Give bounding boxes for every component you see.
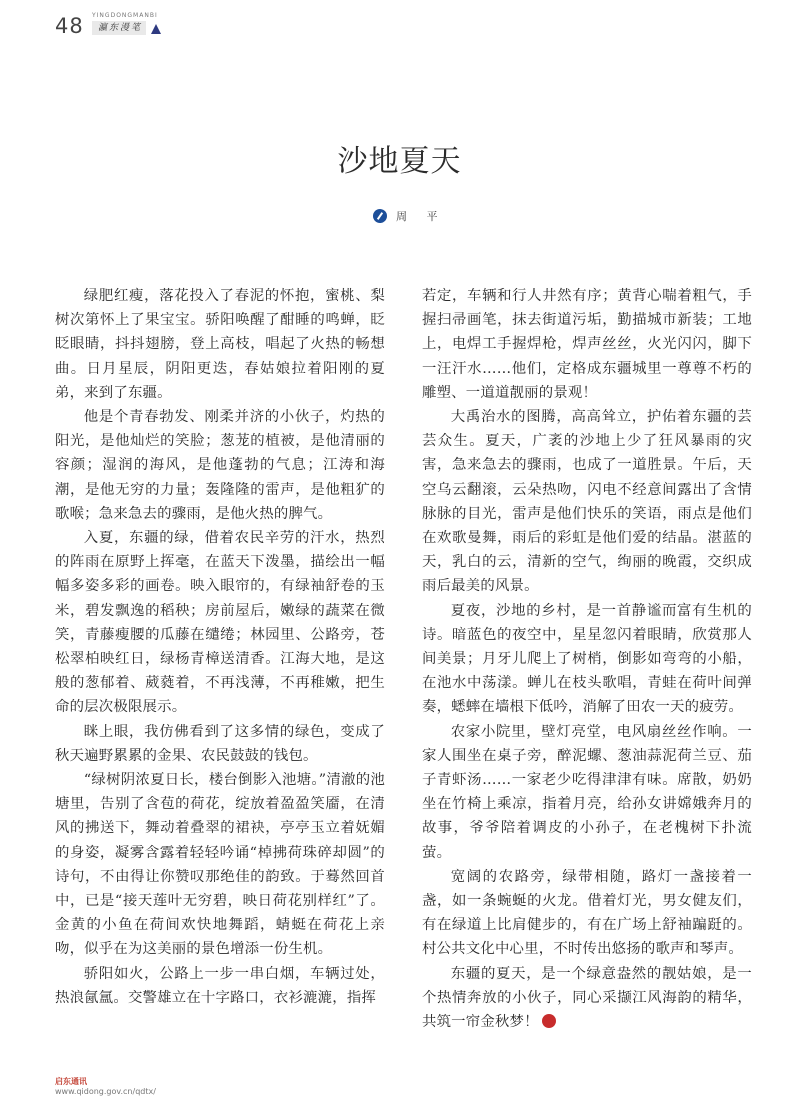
column-pinyin: YINGDONGMANBI <box>92 12 158 19</box>
left-column <box>55 284 385 1010</box>
paragraph: 绿肥红瘦，落花投入了春泥的怀抱，蜜桃、梨树次第怀上了果宝宝。骄阳唤醒了酣睡的鸣蝉，眨眨眼睛，抖抖翅膀，登上高枝，唱起了火热的畅想曲。日月星辰，阴阳更迭，春姑娘拉着阳刚的夏弟，来到了东疆。 <box>55 288 385 401</box>
right-column <box>422 284 752 1034</box>
final-paragraph-text: 东疆的夏天，是一个绿意盎然的靓姑娘，是一个热情奔放的小伙子，同心采撷江风海韵的精华，共筑一帘金秋梦！ <box>422 965 752 1031</box>
pen-icon <box>373 209 387 223</box>
end-mark-icon <box>542 1014 556 1028</box>
paragraph: 农家小院里，壁灯亮堂，电风扇丝丝作响。一家人围坐在桌子旁，醉泥螺、葱油蒜泥荷兰豆、茄子青虾汤……一家老少吃得津津有味。席散，奶奶坐在竹椅上乘凉，指着月亮，给孙女讲嫦娥奔月的故事，爷爷陪着调皮的小孙子，在老槐树下扑流萤。 <box>422 723 752 861</box>
footer-url[interactable]: www.qidong.gov.cn/qdtx/ <box>55 1087 156 1096</box>
paragraph: 宽阔的农路旁，绿带相随，路灯一盏接着一盏，如一条蜿蜒的火龙。借着灯光，男女健友们，有在绿道上比肩健步的，有在广场上舒袖蹁跹的。村公共文化中心里，不时传出悠扬的歌声和琴声。 <box>422 868 752 958</box>
triangle-icon <box>151 24 161 34</box>
article-title: 沙地夏天 <box>337 144 462 179</box>
paragraph: 大禹治水的图腾，高高耸立，护佑着东疆的芸芸众生。夏天，广袤的沙地上少了狂风暴雨的灾害，急来急去的骤雨，也成了一道胜景。午后，天空乌云翻滚，云朵热吻，闪电不经意间露出了含情脉脉的目光，雷声是他们快乐的笑语，雨点是他们在欢歌曼舞，雨后的彩虹是他们爱的结晶。湛蓝的天，乳白的云，清新的空气，绚丽的晚霞，交织成雨后最美的风景。 <box>422 409 752 595</box>
paragraph: 眯上眼，我仿佛看到了这多情的绿色，变成了秋天遍野累累的金果、农民鼓鼓的钱包。 <box>55 723 385 764</box>
final-paragraph <box>422 962 752 1035</box>
paragraph: 入夏，东疆的绿，借着农民辛劳的汗水，热烈的阵雨在原野上挥毫，在蓝天下泼墨，描绘出一幅幅多姿多彩的画卷。映入眼帘的，有绿袖舒卷的玉米，碧发飘逸的稻秧；房前屋后，嫩绿的蔬菜在微笑，青藤瘦腰的瓜藤在缱绻；林园里、公路旁，苍松翠柏映红日，绿杨青樟送清香。江海大地，是这般的葱郁着、葳蕤着，不再浅薄，不再稚嫩，把生命的层次极限展示。 <box>55 530 385 716</box>
author-name: 周 平 <box>396 210 446 223</box>
column-tag: 瀛东漫笔 <box>92 21 146 35</box>
paragraph: 夏夜，沙地的乡村，是一首静谧而富有生机的诗。暗蓝色的夜空中，星星忽闪着眼睛，欣赏那人间美景；月牙儿爬上了树梢，倒影如弯弯的小船，在池水中荡漾。蝉儿在枝头歌唱，青蛙在荷叶间弹奏，蟋蟀在墙根下低吟，消解了田农一天的疲劳。 <box>422 602 752 716</box>
footer-brand: 启东通讯 <box>55 1077 87 1086</box>
page-number: 48 <box>55 14 84 38</box>
paragraph: 他是个青春勃发、刚柔并济的小伙子，灼热的阳光，是他灿烂的笑脸；葱茏的植被，是他清丽的容颜；湿润的海风，是他蓬勃的气息；江涛和海潮，是他无穷的力量；轰隆隆的雷声，是他粗犷的歌喉；急来急去的骤雨，是他火热的脾气。 <box>55 409 385 522</box>
byline <box>373 208 446 224</box>
paragraph: “绿树阴浓夏日长，楼台倒影入池塘。”清澈的池塘里，告别了含苞的荷花，绽放着盈盈笑靥，在清风的拂送下，舞动着叠翠的裙袂，亭亭玉立着妩媚的身姿，凝雾含露着轻轻吟诵“棹拂荷珠碎却圆”的诗句，不由得让你赞叹那绝佳的韵致。于蓦然回首中，已是“接天莲叶无穷碧，映日荷花别样红”了。金黄的小鱼在荷间欢快地舞蹈，蜻蜓在荷花上亲吻，似乎在为这美丽的景色增添一份生机。 <box>55 772 385 958</box>
paragraph: 骄阳如火，公路上一步一串白烟，车辆过处，热浪氤氲。交警雄立在十字路口，衣衫漉漉，指挥 <box>55 965 385 1006</box>
paragraph-continued: 若定，车辆和行人井然有序；黄背心喘着粗气，手握扫帚画笔，抹去街道污垢，勤描城市新装；工地上，电焊工手握焊枪，焊声丝丝，火光闪闪，脚下一汪汗水……他们，定格成东疆城里一尊尊不朽的雕塑、一道道靓丽的景观！ <box>422 288 752 401</box>
